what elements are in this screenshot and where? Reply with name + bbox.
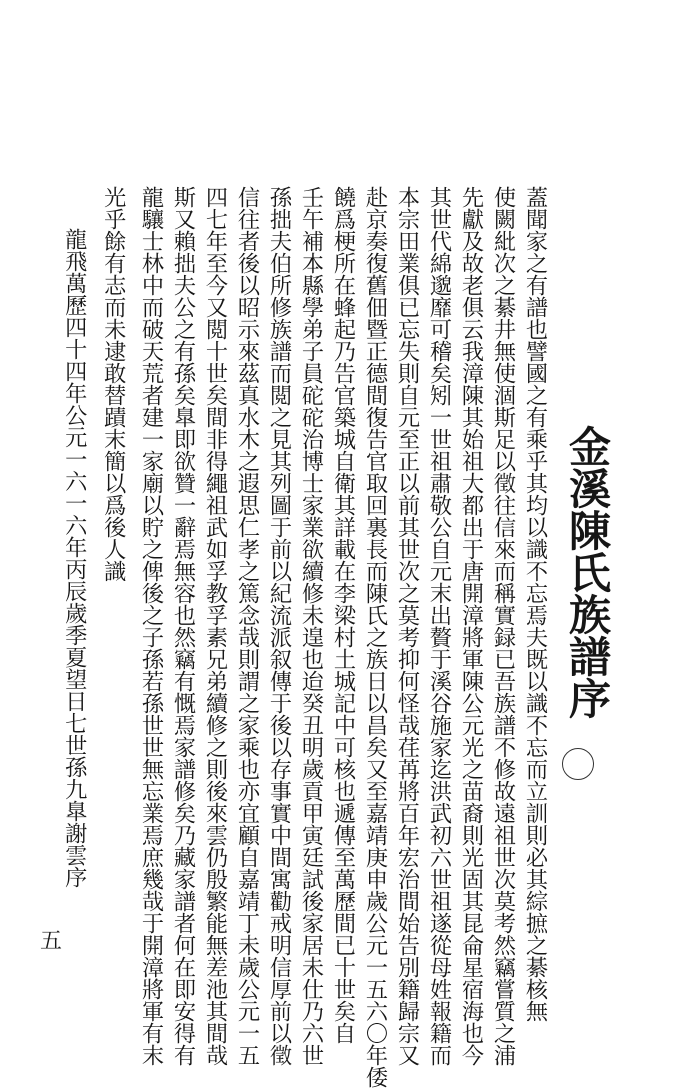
body-column: 赴京奏復舊佃暨正德間復告官取回裏長而陳氏之族日以昌矣又至嘉靖庚申歲公元一五六〇年倭: [362, 186, 388, 1088]
body-column: 壬午補本縣學弟子員砣砣治博士家業欲續修未遑也迨癸丑明歲貢甲寅廷試後家居未仕乃六世: [298, 186, 324, 1066]
document-title: 金溪陳氏族譜序: [563, 425, 612, 719]
body-column: 先獻及故老俱云我漳陳其始祖大都出于唐開漳將軍陳公元光之苗裔則光固其昆侖星宿海也今: [458, 186, 484, 1066]
seal-stamp-icon: [562, 748, 594, 780]
body-column: 饒爲梗所在蜂起乃告官築城自衛其詳載在李梁村土城記中可核也遞傳至萬歷間已十世矣自: [330, 186, 356, 1044]
body-column: 孫拙夫伯所修族譜而閲之見其列圖于前以紀流派叙傳于後以存事實中間寓勸戒明信厚前以徵: [266, 186, 292, 1066]
dateline-signature: 龍飛萬歷四十四年公元一六一六年丙辰歲季夏望日七世孫九臯謝雲序: [61, 228, 88, 888]
body-column: 信往者後以昭示來茲真水木之遐思仁孝之篤念哉則謂之家乘也亦宜顧自嘉靖丁未歲公元一五: [234, 186, 260, 1066]
body-column: 斯又賴拙夫公之有孫矣臯即欲贊一辭焉無容也然竊有慨焉家譜修矣乃藏家譜者何在即安得有: [170, 186, 196, 1066]
body-column: 蓋聞家之有譜也譬國之有乘乎其均以識不忘焉夫既以識不忘而立訓則必其綜摭之綦核無: [522, 186, 548, 1022]
body-column: 四七年至今又閲十世矣間非得繩祖武如孚教孚素兄弟續修之則後來雲仍殷繁能無差池其間哉: [202, 186, 228, 1066]
postscript-column: 光乎餘有志而未逮敢替蹟末簡以爲後人識: [100, 186, 127, 582]
body-column: 其世代綿邈靡可稽矣矧一世祖肅敬公自元末出贅于溪谷施家迄洪武初六世祖遂從母姓報籍而: [426, 186, 452, 1066]
body-column: 本宗田業俱已忘失則自元至正以前其世次之莫考抑何怪哉荏苒將百年宏治間始告別籍歸宗又: [394, 186, 420, 1066]
page-number: 五: [40, 929, 63, 954]
body-column: 龍驤士林中而破天荒者建一家廟以貯之俾後之子孫若孫世世無忘業焉庶幾哉于開漳將軍有末: [138, 186, 164, 1066]
body-column: 使闕紕次之綦井無使涸斯足以徵往信來而稱實録已吾族譜不修故遠祖世次莫考然竊嘗質之浦: [490, 186, 516, 1066]
